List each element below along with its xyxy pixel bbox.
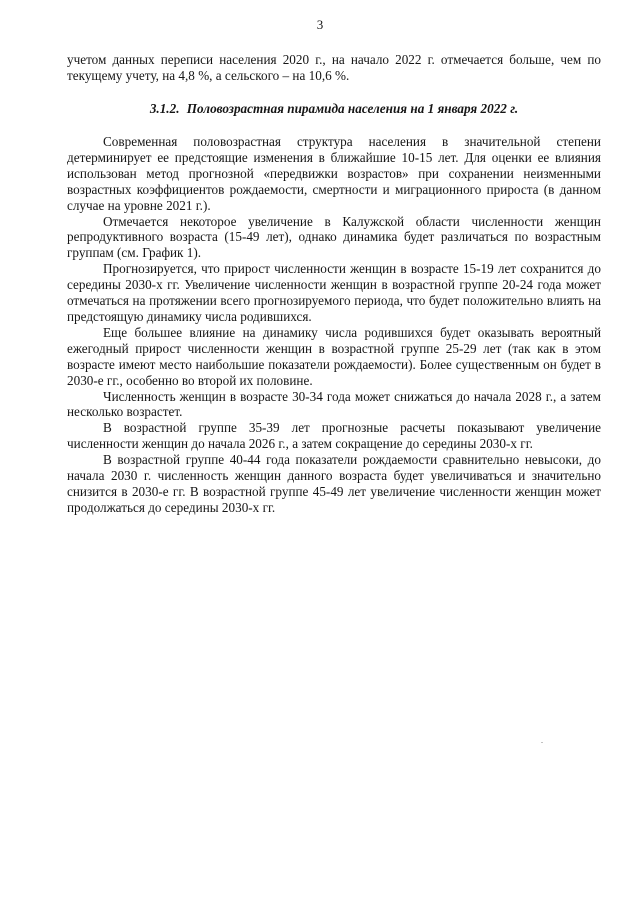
intro-text <box>67 52 601 84</box>
section-number: 3.1.2. <box>149 101 180 116</box>
paragraph: В возрастной группе 35-39 лет прогнозные расчеты показывают увеличение численности женщин до начала 2026 г., а затем сокращение до середины 2030-х гг. <box>67 420 601 452</box>
section-title: Половозрастная пирамида населения на 1 января 2022 г. <box>186 101 519 116</box>
section-heading <box>67 101 601 117</box>
paragraph: В возрастной группе 40-44 года показатели рождаемости сравнительно невысоки, до начала 2030 г. численность женщин данного возраста будет увеличиваться и значительно снизится в 2030-е гг. В возрастной группе 45-49 лет увеличение численности женщин может продолжаться до середины 2030-х гг. <box>67 452 601 515</box>
intro-paragraph: учетом данных переписи населения 2020 г., на начало 2022 г. отмечается больше, чем по текущему учету, на 4,8 %, а сельского – на 10,6 %. <box>67 52 601 83</box>
scan-artifact <box>541 742 543 743</box>
paragraph: Современная половозрастная структура населения в значительной степени детерминирует ее предстоящие изменения в ближайшие 10-15 лет. Для оценки ее влияния использован метод прогнозной «передвижки возрастов» при сохранении неизменными возрастных коэффициентов рождаемости, смертности и миграционного прироста (в данном случае на уровне 2021 г.). <box>67 134 601 213</box>
body-text <box>67 134 601 516</box>
paragraph: Прогнозируется, что прирост численности женщин в возрасте 15-19 лет сохранится до середины 2030-х гг. Увеличение численности женщин в возрастной группе 20-24 года может отмечаться на протяжении всего прогнозируемого периода, что будет положительно влиять на предстоящую динамику числа родившихся. <box>67 261 601 324</box>
paragraph: Численность женщин в возрасте 30-34 года может снижаться до начала 2028 г., а затем несколько возрастет. <box>67 388 601 420</box>
paragraph: Еще большее влияние на динамику числа родившихся будет оказывать вероятный ежегодный прирост численности женщин в возрастной группе 25-29 лет (так как в этом возрасте имеют место наибольшие показатели рождаемости). Более существенным он будет в 2030-е гг., особенно во второй их половине. <box>67 324 601 388</box>
paragraph: Отмечается некоторое увеличение в Калужской области численности женщин репродуктивного возраста (15-49 лет), однако динамика будет различаться по возрастным группам (см. График 1). <box>67 213 601 261</box>
page-number: 3 <box>316 17 324 32</box>
